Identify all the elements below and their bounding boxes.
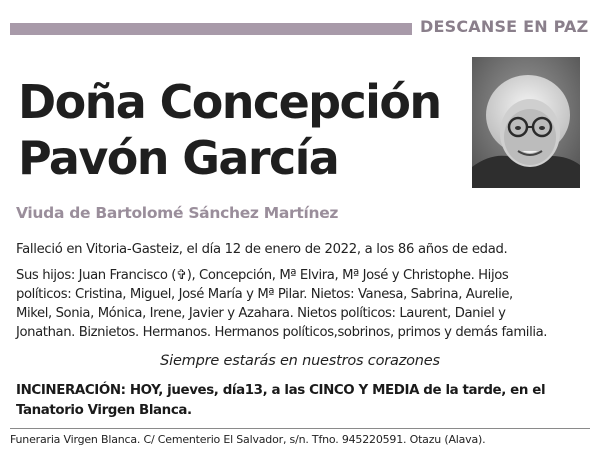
death-announcement: Falleció en Vitoria-Gasteiz, el día 12 de enero de 2022, a los 86 años de edad. [16, 242, 508, 257]
header-label: DESCANSE EN PAZ [420, 17, 589, 36]
funeral-home-footer: Funeraria Virgen Blanca. C/ Cementerio El Salvador, s/n. Tfno. 945220591. Otazu (Alava). [10, 433, 486, 446]
footer-divider [10, 428, 590, 429]
header-bar [10, 23, 412, 35]
family-line: Sus hijos: Juan Francisco (✞), Concepción, Mª Elvira, Mª José y Christophe. Hijos [16, 268, 509, 283]
deceased-name-line-2: Pavón García [18, 131, 339, 185]
family-line: Jonathan. Biznietos. Hermanos. Hermanos políticos,sobrinos, primos y demás familia. [16, 325, 548, 340]
memorial-quote: Siempre estarás en nuestros corazones [160, 353, 440, 369]
ceremony-details [16, 381, 590, 421]
family-line: Mikel, Sonia, Mónica, Irene, Javier y Azahara. Nietos políticos: Laurent, Daniel y [16, 306, 506, 321]
family-paragraph [16, 266, 590, 342]
deceased-name-line-1: Doña Concepción [18, 75, 441, 129]
ceremony-line: Tanatorio Virgen Blanca. [16, 403, 192, 418]
deceased-name [18, 74, 468, 186]
portrait-photo-image [472, 57, 580, 188]
family-line: políticos: Cristina, Miguel, José María y Mª Pilar. Nietos: Vanesa, Sabrina, Aurelie, [16, 287, 513, 302]
ceremony-line: INCINERACIÓN: HOY, jueves, día13, a las CINCO Y MEDIA de la tarde, en el [16, 383, 546, 398]
portrait-photo [472, 57, 580, 188]
widow-of-line: Viuda de Bartolomé Sánchez Martínez [16, 204, 339, 222]
